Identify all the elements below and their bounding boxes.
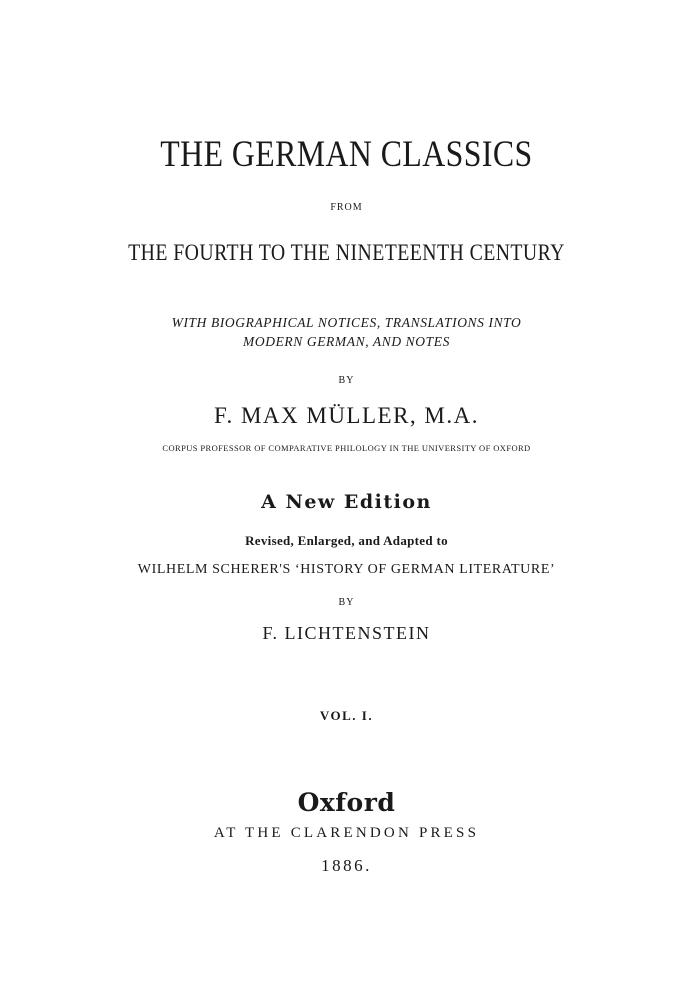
by-label-author: BY <box>338 375 355 386</box>
publication-year: 1886. <box>321 856 372 875</box>
editor-name: F. LICHTENSTEIN <box>262 623 431 643</box>
book-subtitle: THE FOURTH TO THE NINETEENTH CENTURY <box>128 240 565 265</box>
book-title: THE GERMAN CLASSICS <box>160 134 533 175</box>
description-line-1: WITH BIOGRAPHICAL NOTICES, TRANSLATIONS INTO <box>171 315 522 330</box>
volume-number: VOL. I. <box>319 708 374 723</box>
publisher-name: AT THE CLARENDON PRESS <box>213 825 480 841</box>
description-line-2: MODERN GERMAN, AND NOTES <box>243 334 450 349</box>
edition-heading: A New Edition <box>261 491 432 513</box>
by-label-editor: BY <box>338 597 355 608</box>
adapted-work: WILHELM SCHERER'S ‘HISTORY OF GERMAN LITERATURE’ <box>137 562 556 577</box>
author-position: CORPUS PROFESSOR OF COMPARATIVE PHILOLOGY IN THE UNIVERSITY OF OXFORD <box>162 443 531 453</box>
author-name: F. MAX MÜLLER, M.A. <box>214 403 479 428</box>
from-label: FROM <box>330 202 363 213</box>
revision-note: Revised, Enlarged, and Adapted to <box>245 533 448 548</box>
publication-city: Oxford <box>297 788 396 817</box>
